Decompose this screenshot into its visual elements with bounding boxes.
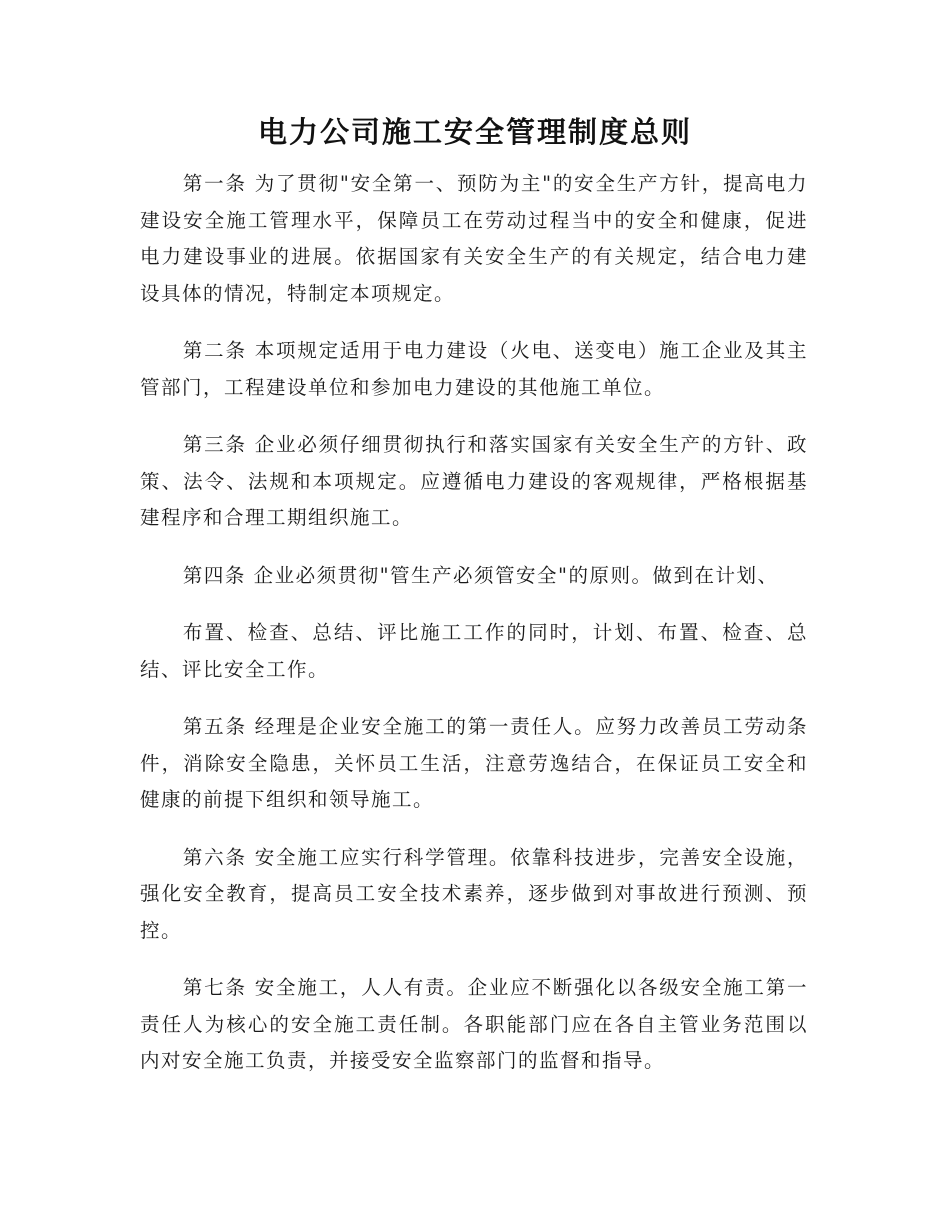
document-title: 电力公司施工安全管理制度总则 [257, 115, 692, 149]
article-7: 第七条 安全施工，人人有责。企业应不断强化以各级安全施工第一责任人为核心的安全施工责任制。各职能部门应在各自主管业务范围以内对安全施工负责，并接受安全监察部门的监督和指导。 [140, 976, 808, 1072]
document-body [140, 166, 808, 1101]
article-2: 第二条 本项规定适用于电力建设（火电、送变电）施工企业及其主管部门，工程建设单位和参加电力建设的其他施工单位。 [140, 339, 808, 399]
article-4-continued: 布置、检查、总结、评比施工工作的同时，计划、布置、检查、总结、评比安全工作。 [140, 621, 808, 681]
article-3: 第三条 企业必须仔细贯彻执行和落实国家有关安全生产的方针、政策、法令、法规和本项规定。应遵循电力建设的客观规律，严格根据基建程序和合理工期组织施工。 [140, 433, 808, 529]
article-5: 第五条 经理是企业安全施工的第一责任人。应努力改善员工劳动条件，消除安全隐患，关怀员工生活，注意劳逸结合，在保证员工安全和健康的前提下组织和领导施工。 [140, 715, 808, 811]
article-4: 第四条 企业必须贯彻"管生产必须管安全"的原则。做到在计划、 [182, 563, 779, 587]
article-6: 第六条 安全施工应实行科学管理。依靠科技进步，完善安全设施，强化安全教育，提高员工安全技术素养，逐步做到对事故进行预测、预控。 [140, 845, 808, 942]
article-1: 第一条 为了贯彻"安全第一、预防为主"的安全生产方针，提高电力建设安全施工管理水平，保障员工在劳动过程当中的安全和健康，促进电力建设事业的进展。依据国家有关安全生产的有关规定，结合电力建设具体的情况，特制定本项规定。 [140, 172, 808, 305]
